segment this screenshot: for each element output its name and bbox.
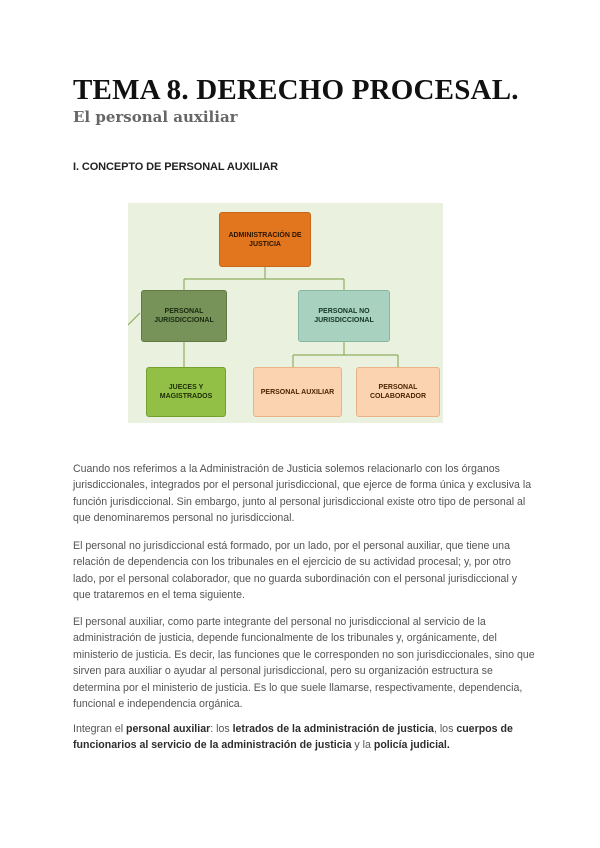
node-jueces-magistrados: JUECES Y MAGISTRADOS [146,367,226,417]
node-personal-auxiliar: PERSONAL AUXILIAR [253,367,342,417]
decorative-stroke [128,313,140,325]
paragraph-2: El personal no jurisdiccional está formado, por un lado, por el personal auxiliar, que tiene una relación de dependencia con los tribunales en el ejercicio de su actividad procesal; y, por otro lado, por el personal colaborador, que no guarda subordinación con el personal jurisdiccional y que trataremos en el tema siguiente. [73,540,518,602]
p4-bold-personal-auxiliar: personal auxiliar [126,723,211,735]
p4-bold-cuerpos-funcionarios: cuerpos de funcionarios al servicio de la administración de justicia [73,723,513,752]
p4-text-2: : los [210,723,233,735]
document-title: TEMA 8. DERECHO PROCESAL. [73,74,519,106]
p4-text-3: , los [433,723,457,735]
node-personal-colaborador: PERSONAL COLABORADOR [356,367,440,417]
node-personal-no-jurisdiccional: PERSONAL NO JURISDICCIONAL [298,290,390,342]
p4-text-4: y la [351,739,374,752]
paragraph-3: El personal auxiliar, como parte integrante del personal no jurisdiccional al servicio de la administración de justicia, depende funcionalmente de los tribunales y, orgánicamente, del ministerio de justicia. Es decir, las funciones que le corresponden no son jurisdiccionales, sino que sirven para auxiliar o ayudar al personal jurisdiccional, pero su organización estructura se determina por el ministerio de justicia. Es lo que suele llamarse, respectivamente, dependencia, funcional e independencia orgánica. [73,616,535,711]
section-heading: I. CONCEPTO DE PERSONAL AUXILIAR [73,161,279,173]
node-administracion-justicia: ADMINISTRACIÓN DE JUSTICIA [219,212,311,267]
p4-bold-letrados: letrados de la administración de justicia [232,723,434,735]
p4-bold-policia-judicial: policía judicial. [373,739,450,752]
org-chart-diagram [128,203,443,423]
paragraph-1: Cuando nos referimos a la Administración de Justicia solemos relacionarlo con los órganos jurisdiccionales, integrados por el personal jurisdiccional, que ejerce de forma única y exclusiva la función jurisdiccional. Sin embargo, junto al personal jurisdiccional existe otro tipo de personal al que denominaremos personal no jurisdiccional. [73,463,532,525]
paragraph-4 [73,721,535,754]
document-subtitle: El personal auxiliar [73,108,238,126]
node-personal-jurisdiccional: PERSONAL JURISDICCIONAL [141,290,227,342]
p4-text-1: Integran el [73,723,127,735]
